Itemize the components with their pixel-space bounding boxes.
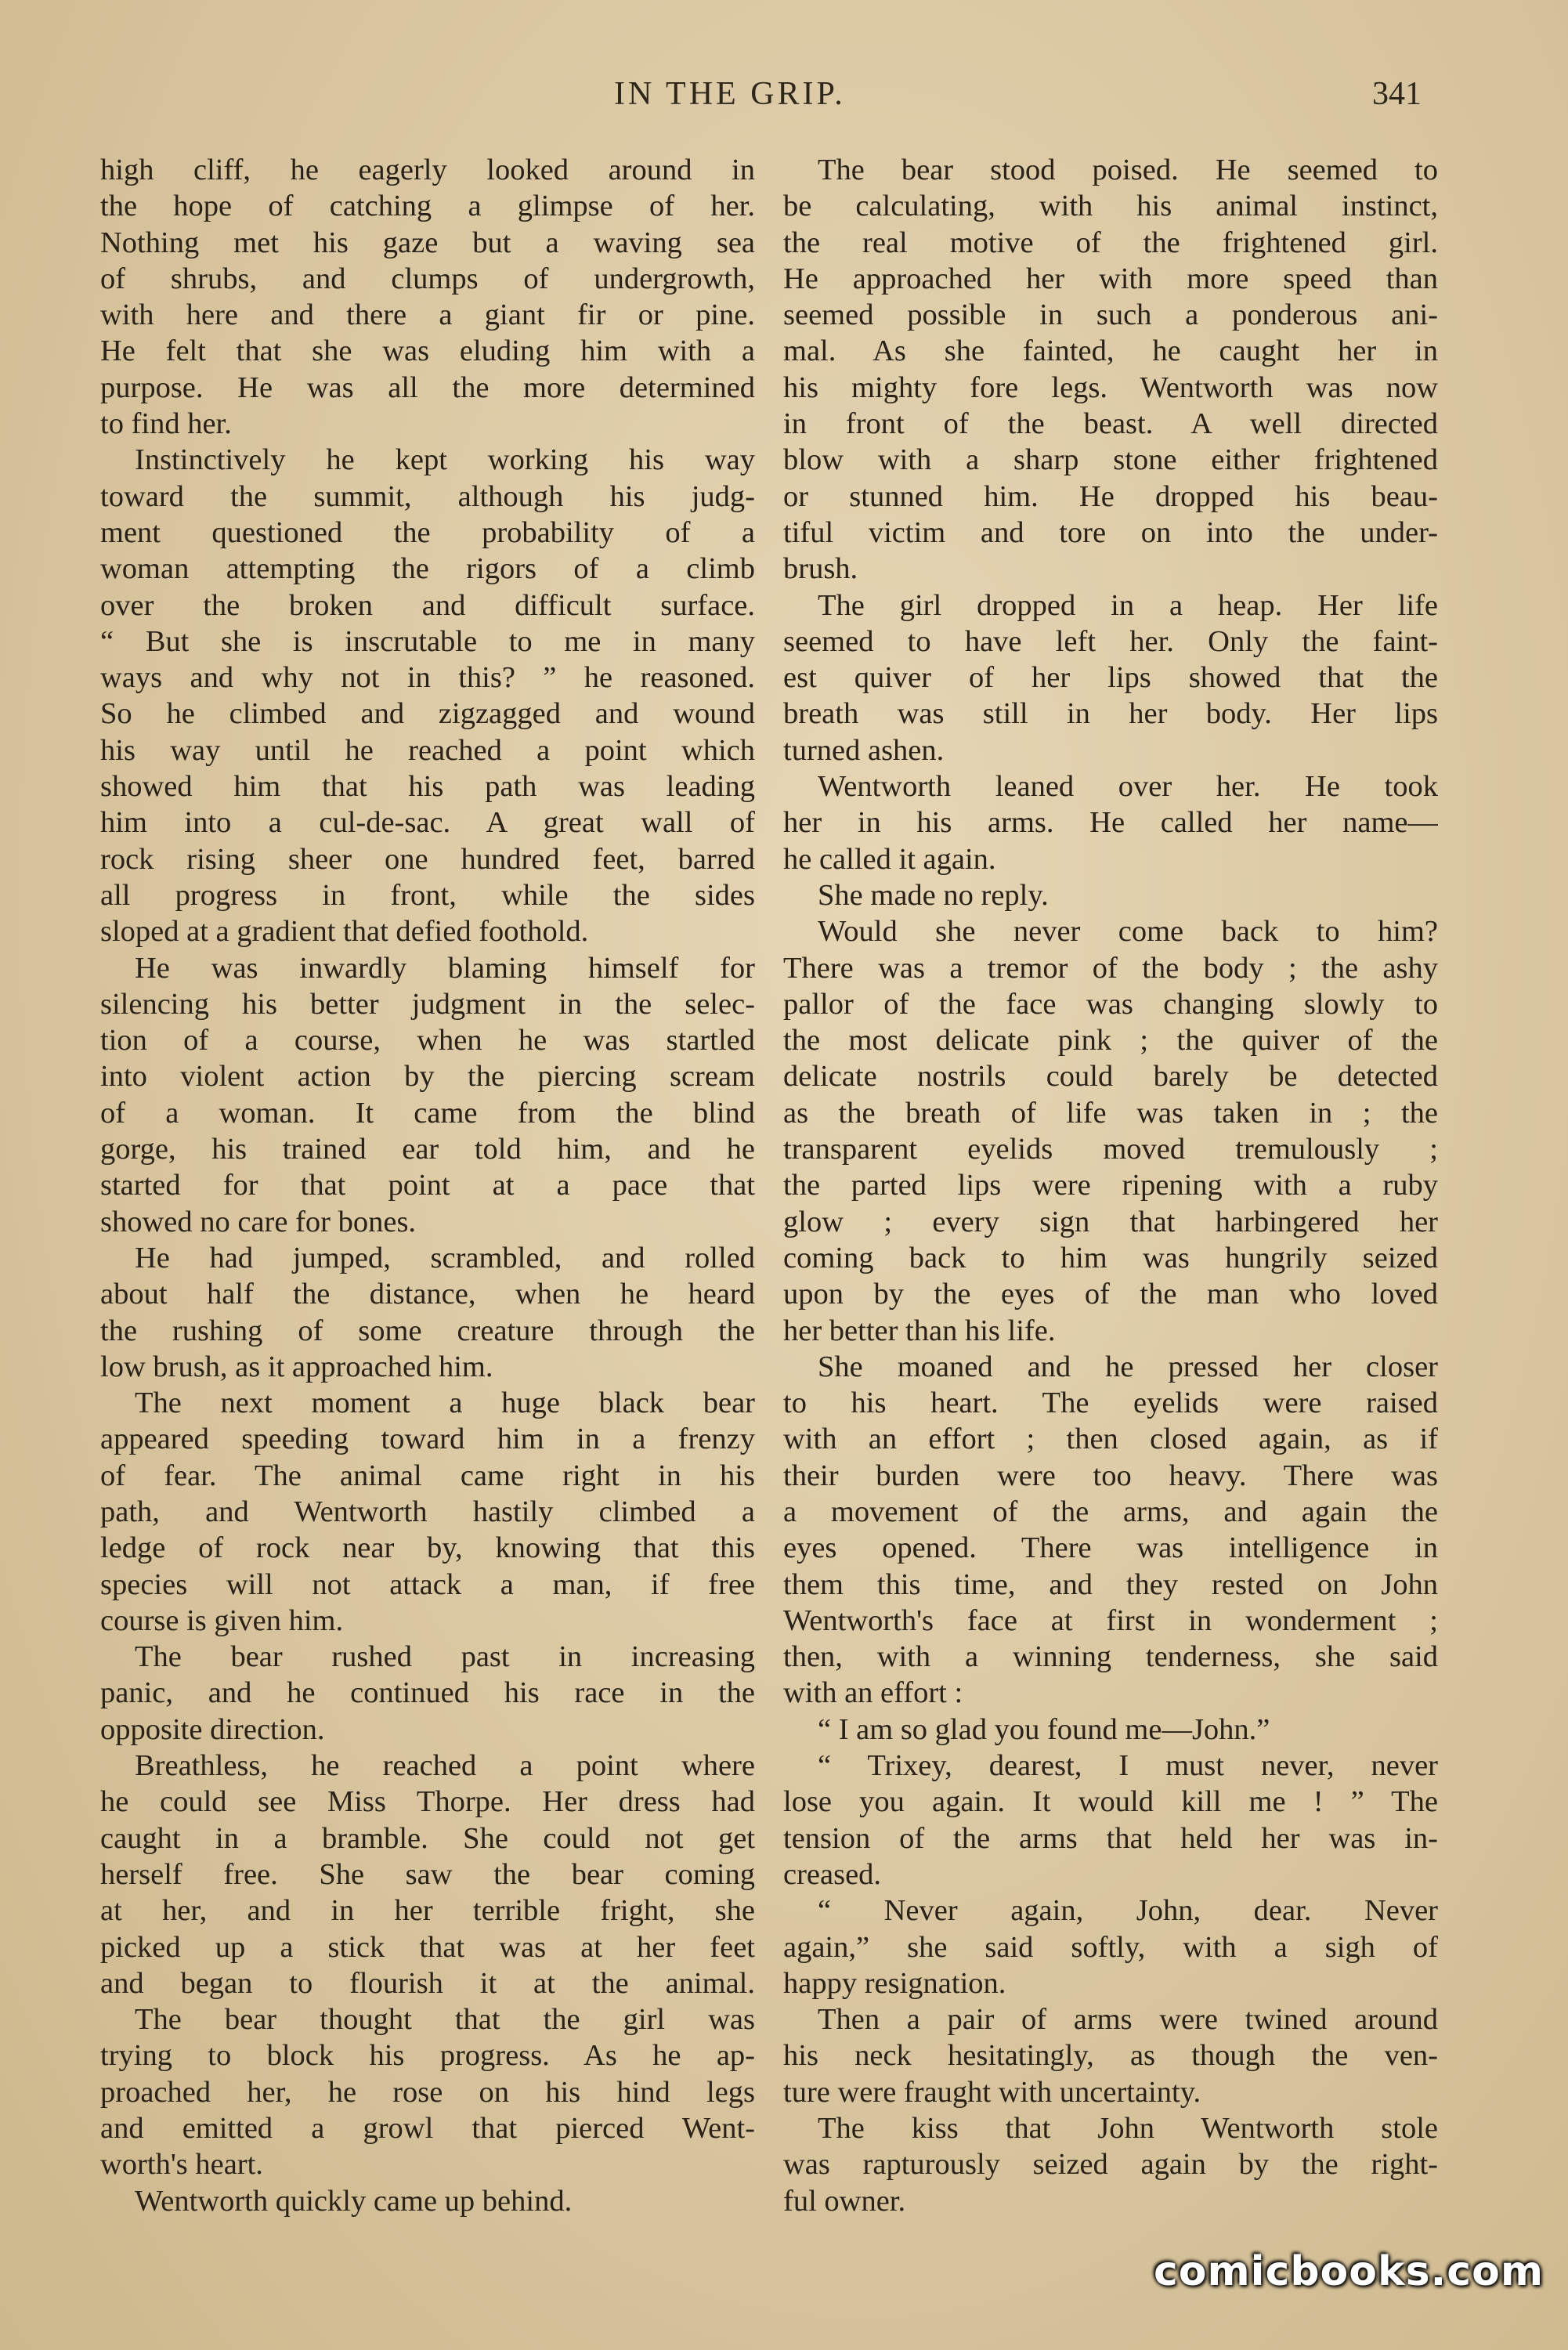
right-text-column (783, 152, 1438, 2219)
text-line: at her, and in her terrible fright, she (100, 1894, 755, 1928)
text-line: proached her, he rose on his hind legs (100, 2075, 755, 2109)
text-line: over the broken and difficult surface. (100, 588, 755, 622)
text-line: picked up a stick that was at her feet (100, 1930, 755, 1964)
text-line: She moaned and he pressed her closer (818, 1350, 1438, 1383)
text-line: started for that point at a pace that (100, 1169, 755, 1202)
text-line: sloped at a gradient that defied foothold. (100, 915, 589, 949)
text-line: The next moment a huge black bear (135, 1386, 755, 1420)
text-line: Then a pair of arms were twined around (818, 2003, 1438, 2037)
text-line: He felt that she was eluding him with a (100, 334, 755, 368)
page-header (0, 72, 1568, 119)
text-line: ways and why not in this? ” he reasoned. (100, 661, 755, 695)
text-line: into violent action by the piercing scream (100, 1060, 755, 1094)
text-line: So he climbed and zigzagged and wound (100, 697, 755, 731)
text-line: his mighty fore legs. Wentworth was now (783, 371, 1438, 404)
text-line: he called it again. (783, 842, 996, 876)
text-line: he could see Miss Thorpe. Her dress had (100, 1785, 755, 1819)
text-line: He was inwardly blaming himself for (135, 951, 755, 985)
text-line: showed no care for bones. (100, 1205, 417, 1238)
text-line: opposite direction. (100, 1712, 325, 1746)
text-line: mal. As she fainted, he caught her in (783, 334, 1438, 368)
text-line: the rushing of some creature through the (100, 1314, 755, 1347)
text-line: seemed possible in such a ponderous ani- (783, 298, 1438, 332)
text-line: with an effort : (783, 1676, 963, 1710)
text-line: He had jumped, scrambled, and rolled (135, 1241, 755, 1274)
text-line: toward the summit, although his judg- (100, 479, 755, 513)
text-line: The bear thought that the girl was (135, 2003, 755, 2037)
page-number: 341 (1372, 76, 1422, 112)
text-line: “ Trixey, dearest, I must never, never (818, 1749, 1438, 1783)
text-line: tension of the arms that held her was in- (783, 1821, 1438, 1855)
text-line: Wentworth leaned over her. He took (818, 770, 1438, 804)
text-line: “ I am so glad you found me—John.” (818, 1712, 1270, 1746)
text-line: lose you again. It would kill me ! ” The (783, 1785, 1438, 1819)
text-line: happy resignation. (783, 1966, 1006, 2000)
text-line: a movement of the arms, and again the (783, 1495, 1438, 1528)
text-line: her better than his life. (783, 1314, 1056, 1347)
text-line: est quiver of her lips showed that the (783, 661, 1438, 695)
text-line: his neck hesitatingly, as though the ven- (783, 2039, 1438, 2073)
text-line: with an effort ; then closed again, as if (783, 1423, 1438, 1456)
text-line: The bear stood poised. He seemed to (818, 154, 1438, 186)
text-line: Breathless, he reached a point where (135, 1749, 755, 1783)
text-line: Instinctively he kept working his way (135, 443, 755, 477)
text-line: The kiss that John Wentworth stole (818, 2112, 1438, 2146)
text-line: to find her. (100, 407, 232, 441)
text-line: was rapturously seized again by the right- (783, 2148, 1438, 2182)
text-line: eyes opened. There was intelligence in (783, 1531, 1438, 1565)
text-line: them this time, and they rested on John (783, 1567, 1438, 1601)
text-line: rock rising sheer one hundred feet, barred (100, 842, 755, 876)
text-line: then, with a winning tenderness, she said (783, 1640, 1438, 1674)
text-line: as the breath of life was taken in ; the (783, 1096, 1438, 1130)
text-line: purpose. He was all the more determined (100, 371, 755, 404)
text-line: blow with a sharp stone either frightened (783, 443, 1438, 477)
text-line: The bear rushed past in increasing (135, 1640, 755, 1674)
text-line: worth's heart. (100, 2148, 263, 2182)
text-line: or stunned him. He dropped his beau- (783, 479, 1438, 513)
text-line: Nothing met his gaze but a waving sea (100, 226, 755, 259)
text-line: ful owner. (783, 2184, 906, 2218)
text-line: high cliff, he eagerly looked around in (100, 154, 755, 186)
text-line: path, and Wentworth hastily climbed a (100, 1495, 755, 1528)
text-line: pallor of the face was changing slowly to (783, 987, 1438, 1021)
text-line: He approached her with more speed than (783, 262, 1438, 295)
text-line: of fear. The animal came right in his (100, 1459, 755, 1492)
text-line: transparent eyelids moved tremulously ; (783, 1133, 1438, 1166)
text-line: low brush, as it approached him. (100, 1350, 493, 1383)
text-line: delicate nostrils could barely be detected (783, 1060, 1438, 1094)
text-line: of shrubs, and clumps of undergrowth, (100, 262, 755, 295)
text-line: brush. (783, 552, 858, 586)
text-line: Wentworth quickly came up behind. (135, 2184, 573, 2218)
text-line: appeared speeding toward him in a frenzy (100, 1423, 755, 1456)
text-line: and began to flourish it at the animal. (100, 1966, 755, 2000)
text-line: their burden were too heavy. There was (783, 1459, 1438, 1492)
text-line: seemed to have left her. Only the faint- (783, 624, 1438, 658)
text-line: breath was still in her body. Her lips (783, 697, 1438, 731)
text-line: There was a tremor of the body ; the ashy (783, 951, 1438, 985)
text-line: She made no reply. (818, 878, 1049, 912)
left-text-column (100, 152, 755, 2219)
text-line: upon by the eyes of the man who loved (783, 1278, 1438, 1311)
text-line: woman attempting the rigors of a climb (100, 552, 755, 586)
text-line: glow ; every sign that harbingered her (783, 1205, 1438, 1238)
text-line: tiful victim and tore on into the under- (783, 515, 1438, 549)
text-line: The girl dropped in a heap. Her life (818, 588, 1438, 622)
text-line: gorge, his trained ear told him, and he (100, 1133, 755, 1166)
text-line: silencing his better judgment in the selec- (100, 987, 755, 1021)
running-title: IN THE GRIP. (614, 76, 846, 112)
text-line: herself free. She saw the bear coming (100, 1857, 755, 1891)
text-line: species will not attack a man, if free (100, 1567, 755, 1601)
text-line: coming back to him was hungrily seized (783, 1241, 1438, 1274)
text-line: and emitted a growl that pierced Went- (100, 2112, 755, 2146)
text-line: Would she never come back to him? (818, 915, 1438, 949)
text-line: the real motive of the frightened girl. (783, 226, 1438, 259)
watermark-text: comicbooks.com (1153, 2248, 1545, 2295)
text-line: her in his arms. He called her name— (783, 806, 1438, 840)
text-line: the most delicate pink ; the quiver of the (783, 1024, 1438, 1058)
text-line: showed him that his path was leading (100, 770, 755, 804)
text-line: ment questioned the probability of a (100, 515, 755, 549)
text-line: in front of the beast. A well directed (783, 407, 1438, 441)
text-line: course is given him. (100, 1603, 344, 1637)
text-line: all progress in front, while the sides (100, 878, 755, 912)
text-line: “ But she is inscrutable to me in many (100, 624, 755, 658)
text-line: the hope of catching a glimpse of her. (100, 190, 755, 223)
text-line: creased. (783, 1857, 882, 1891)
text-line: again,” she said softly, with a sigh of (783, 1930, 1438, 1964)
text-line: tion of a course, when he was startled (100, 1024, 755, 1058)
text-line: be calculating, with his animal instinct, (783, 190, 1438, 223)
text-line: the parted lips were ripening with a ruby (783, 1169, 1438, 1202)
text-line: ledge of rock near by, knowing that this (100, 1531, 755, 1565)
text-line: with here and there a giant fir or pine. (100, 298, 755, 332)
text-line: about half the distance, when he heard (100, 1278, 755, 1311)
watermark-logo (1145, 2248, 1552, 2326)
text-line: of a woman. It came from the blind (100, 1096, 755, 1130)
text-line: caught in a bramble. She could not get (100, 1821, 755, 1855)
text-line: trying to block his progress. As he ap- (100, 2039, 755, 2073)
text-line: panic, and he continued his race in the (100, 1676, 755, 1710)
text-line: ture were fraught with uncertainty. (783, 2075, 1201, 2109)
text-line: turned ashen. (783, 733, 945, 767)
text-line: him into a cul-de-sac. A great wall of (100, 806, 755, 840)
text-line: to his heart. The eyelids were raised (783, 1386, 1438, 1420)
text-line: “ Never again, John, dear. Never (818, 1894, 1438, 1928)
text-line: his way until he reached a point which (100, 733, 755, 767)
text-line: Wentworth's face at first in wonderment ; (783, 1603, 1438, 1637)
